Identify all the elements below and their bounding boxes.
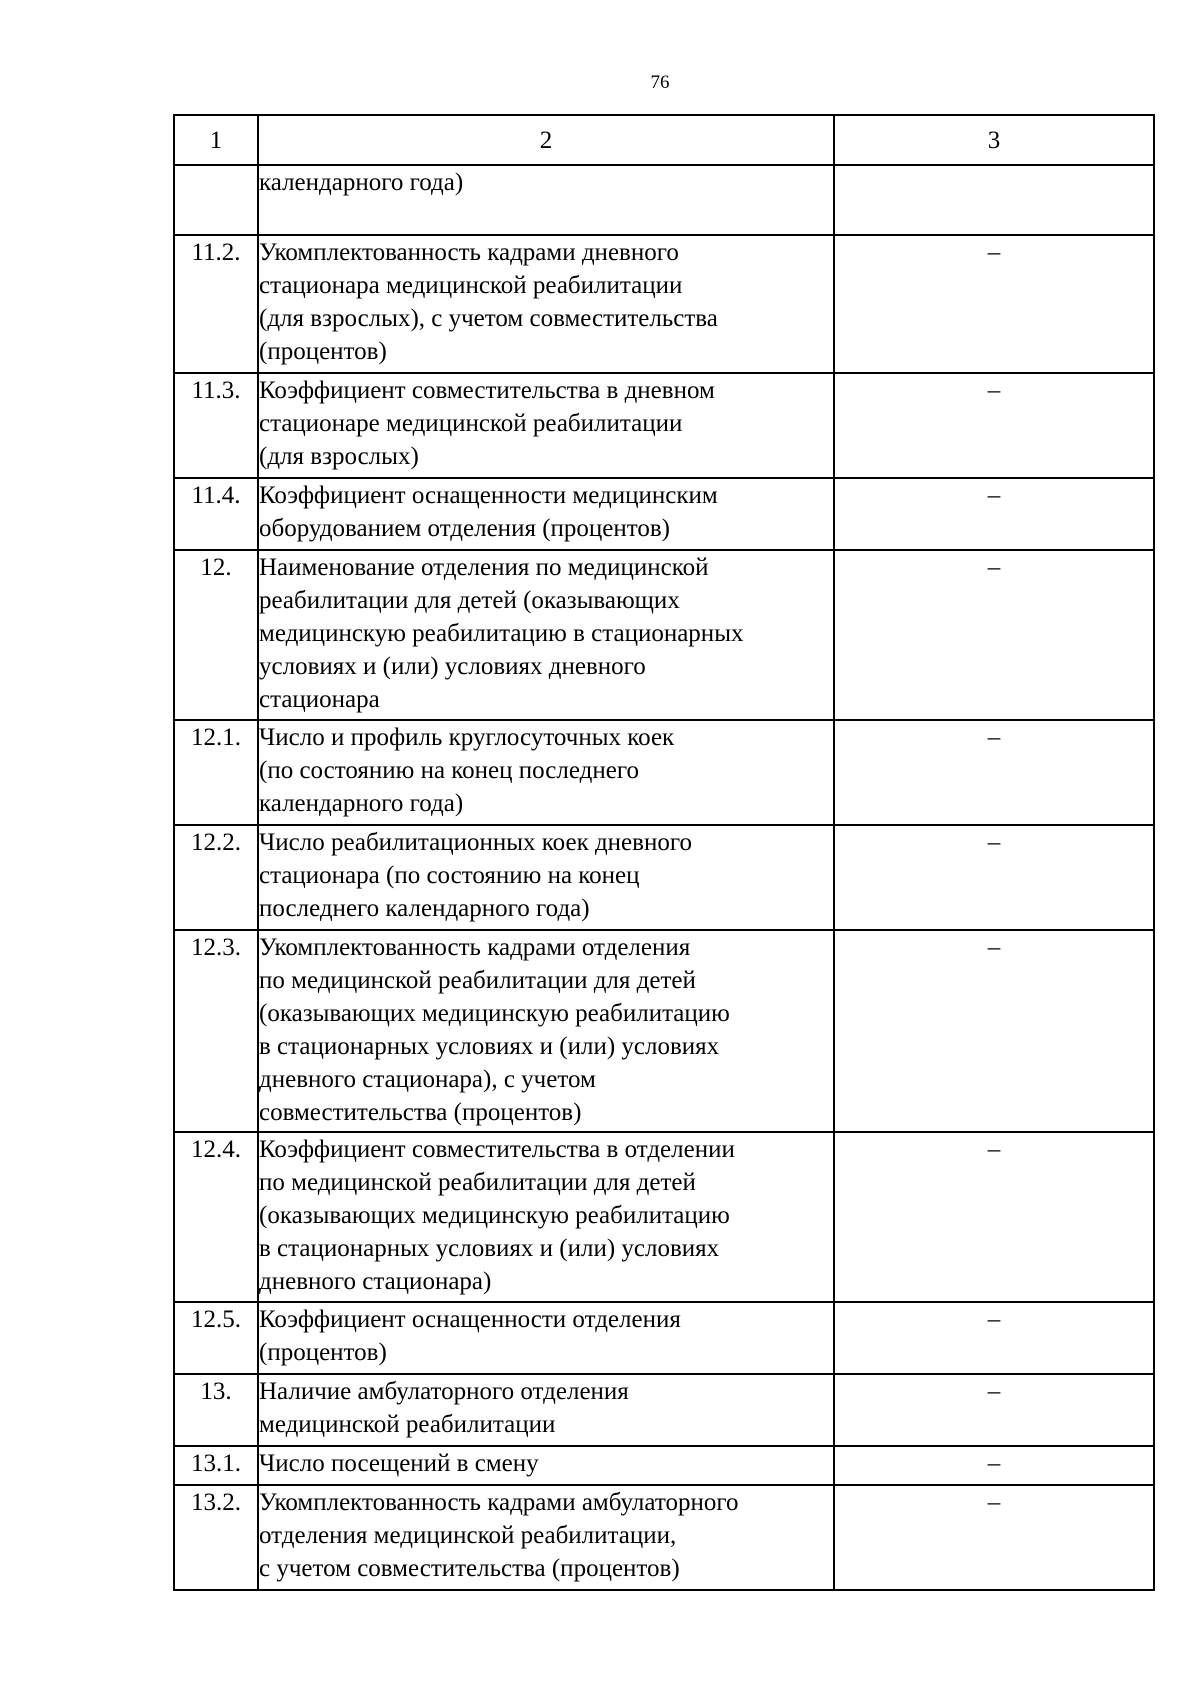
page-number: 76 bbox=[650, 72, 670, 93]
row-text: Наличие амбулаторного отделения медицинской реабилитации bbox=[258, 1374, 834, 1446]
row-number: 13. bbox=[174, 1374, 258, 1446]
row-number: 12.3. bbox=[174, 930, 258, 1132]
row-value: – bbox=[834, 1302, 1154, 1374]
row-number: 12. bbox=[174, 550, 258, 720]
row-number: 13.1. bbox=[174, 1446, 258, 1485]
table-row bbox=[174, 373, 1154, 478]
table-row bbox=[174, 1132, 1154, 1302]
row-number: 12.4. bbox=[174, 1132, 258, 1302]
row-text: Укомплектованность кадрами амбулаторного отделения медицинской реабилитации, с учетом совместительства (процентов) bbox=[258, 1485, 834, 1590]
row-value: – bbox=[834, 373, 1154, 478]
column-header-1: 1 bbox=[174, 115, 258, 165]
row-text: Число посещений в смену bbox=[258, 1446, 834, 1485]
row-text: календарного года) bbox=[258, 165, 834, 235]
data-table bbox=[173, 114, 1155, 1591]
table-row bbox=[174, 235, 1154, 373]
row-text: Коэффициент совместительства в дневном стационаре медицинской реабилитации (для взрослых) bbox=[258, 373, 834, 478]
table-header-row bbox=[174, 115, 1154, 165]
row-text: Коэффициент совместительства в отделении по медицинской реабилитации для детей (оказывающих медицинскую реабилитацию в стационарных условиях и (или) условиях дневного стационара) bbox=[258, 1132, 834, 1302]
row-value: – bbox=[834, 720, 1154, 825]
row-value: – bbox=[834, 1374, 1154, 1446]
row-text: Число и профиль круглосуточных коек (по состоянию на конец последнего календарного года) bbox=[258, 720, 834, 825]
row-value: – bbox=[834, 1446, 1154, 1485]
row-text: Число реабилитационных коек дневного стационара (по состоянию на конец последнего календарного года) bbox=[258, 825, 834, 930]
row-value: – bbox=[834, 825, 1154, 930]
row-number: 11.2. bbox=[174, 235, 258, 373]
table-row bbox=[174, 550, 1154, 720]
row-text: Наименование отделения по медицинской реабилитации для детей (оказывающих медицинскую реабилитацию в стационарных условиях и (или) условиях дневного стационара bbox=[258, 550, 834, 720]
row-text: Коэффициент оснащенности медицинским оборудованием отделения (процентов) bbox=[258, 478, 834, 550]
table-row bbox=[174, 720, 1154, 825]
table-row bbox=[174, 478, 1154, 550]
table-row bbox=[174, 1485, 1154, 1590]
row-number bbox=[174, 165, 258, 235]
row-number: 12.2. bbox=[174, 825, 258, 930]
table-row bbox=[174, 930, 1154, 1132]
row-value: – bbox=[834, 930, 1154, 1132]
row-value: – bbox=[834, 550, 1154, 720]
table-row bbox=[174, 1374, 1154, 1446]
table-row bbox=[174, 825, 1154, 930]
row-value: – bbox=[834, 1485, 1154, 1590]
row-text: Укомплектованность кадрами дневного стационара медицинской реабилитации (для взрослых), с учетом совместительства (процентов) bbox=[258, 235, 834, 373]
column-header-3: 3 bbox=[834, 115, 1154, 165]
table-row bbox=[174, 1446, 1154, 1485]
row-text: Коэффициент оснащенности отделения (процентов) bbox=[258, 1302, 834, 1374]
row-number: 13.2. bbox=[174, 1485, 258, 1590]
column-header-2: 2 bbox=[258, 115, 834, 165]
table-row bbox=[174, 1302, 1154, 1374]
row-number: 11.3. bbox=[174, 373, 258, 478]
table-row bbox=[174, 165, 1154, 235]
row-value: – bbox=[834, 235, 1154, 373]
row-number: 11.4. bbox=[174, 478, 258, 550]
row-text: Укомплектованность кадрами отделения по медицинской реабилитации для детей (оказывающих медицинскую реабилитацию в стационарных условиях и (или) условиях дневного стационара), с учетом совместительства (процентов) bbox=[258, 930, 834, 1132]
row-value: – bbox=[834, 1132, 1154, 1302]
row-number: 12.1. bbox=[174, 720, 258, 825]
row-value bbox=[834, 165, 1154, 235]
row-number: 12.5. bbox=[174, 1302, 258, 1374]
row-value: – bbox=[834, 478, 1154, 550]
